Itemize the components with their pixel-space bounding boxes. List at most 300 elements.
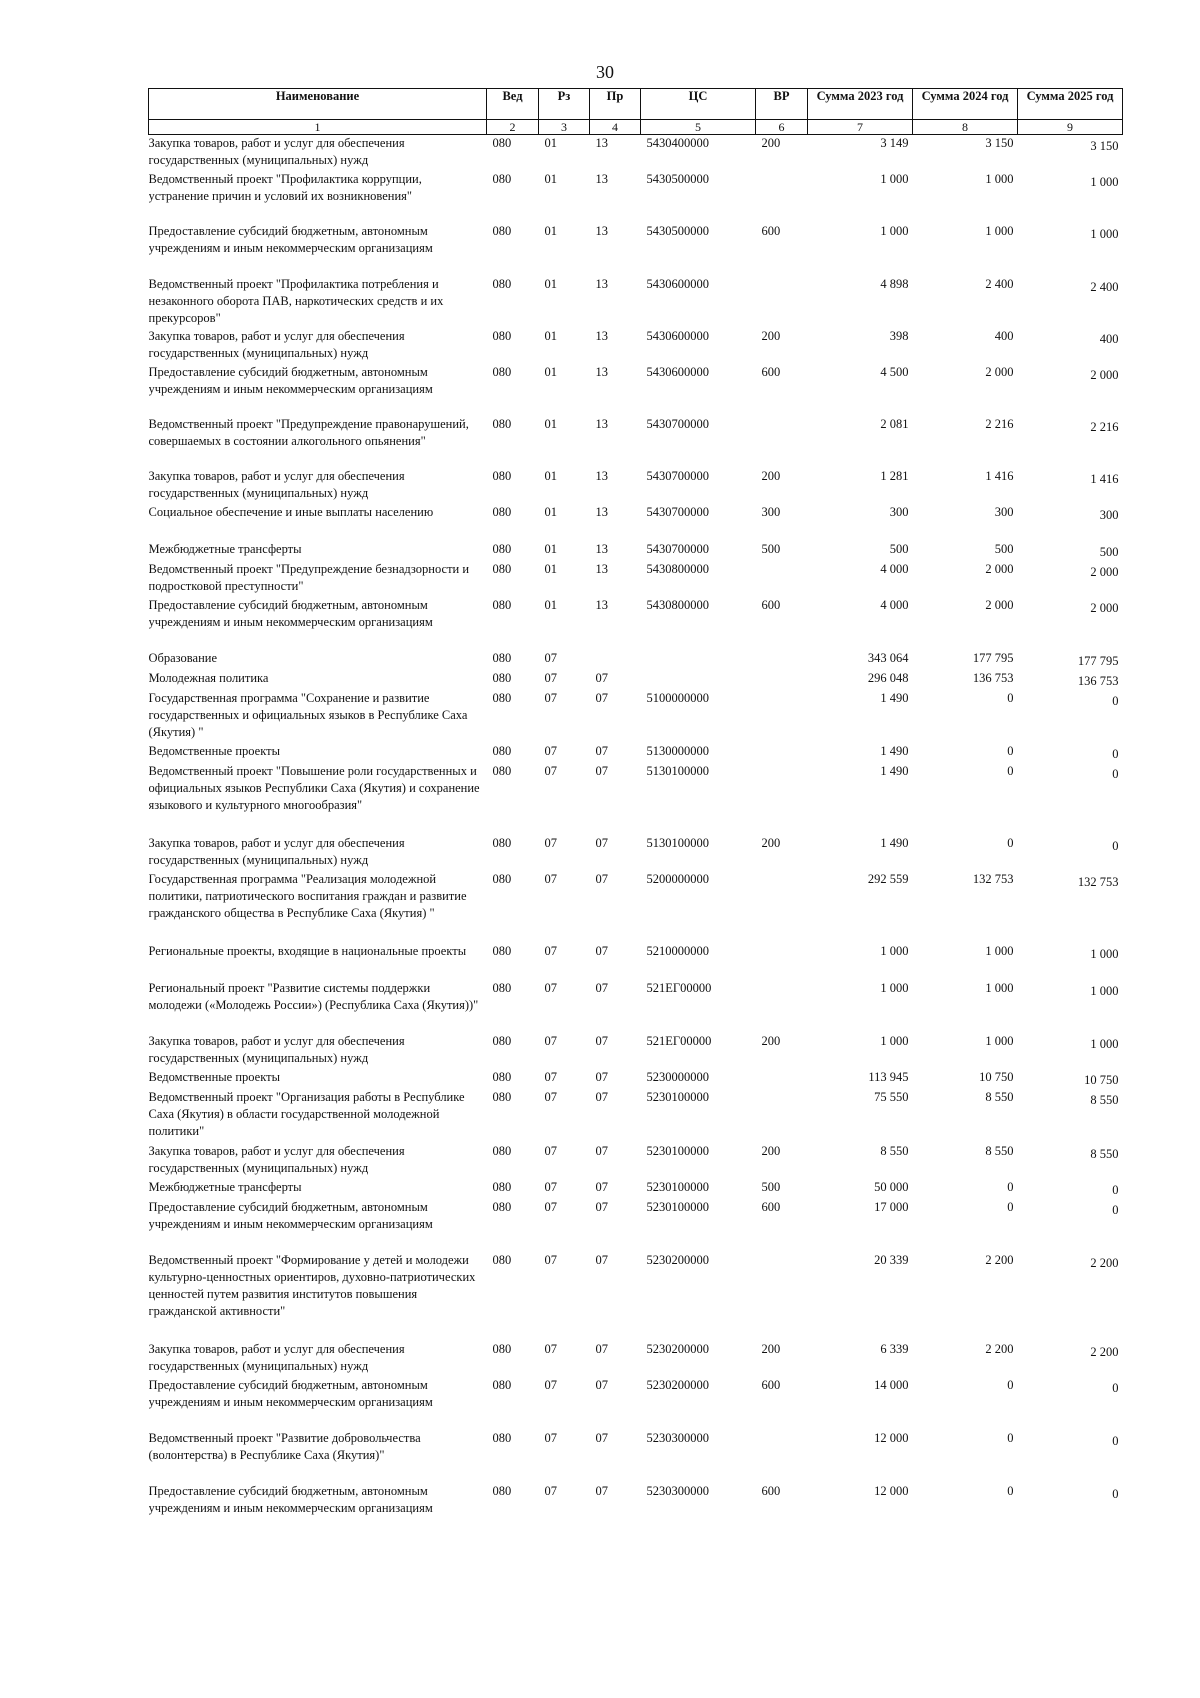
table-row	[149, 135, 1123, 171]
row-pr: 07	[595, 1033, 608, 1048]
row-sum-2023: 1 490	[880, 763, 909, 778]
row-vr	[756, 743, 808, 763]
row-ved: 080	[492, 364, 512, 379]
table-row	[149, 1430, 1123, 1483]
row-vr: 200	[761, 1143, 781, 1158]
row-pr: 13	[595, 136, 608, 150]
row-vr: 600	[761, 1377, 781, 1392]
row-name: Молодежная политика	[148, 670, 269, 685]
row-sum-2025: 1 416	[1090, 471, 1119, 486]
row-rz: 07	[544, 1089, 557, 1104]
row-sum-2023: 292 559	[867, 871, 909, 886]
table-row	[149, 597, 1123, 650]
table-row	[149, 1252, 1123, 1341]
row-name: Ведомственный проект "Формирование у детей и молодежи культурно-ценностных ориентиров, духовно-патриотических ценностей путем развития институтов повышения гражданской активности"	[148, 1252, 476, 1318]
row-name: Закупка товаров, работ и услуг для обеспечения государственных (муниципальных) нужд	[148, 328, 405, 360]
row-cs: 5210000000	[646, 943, 709, 958]
row-name: Закупка товаров, работ и услуг для обеспечения государственных (муниципальных) нужд	[148, 136, 405, 167]
row-ved: 080	[492, 1252, 512, 1267]
column-number: 5	[641, 120, 756, 135]
row-rz: 01	[544, 136, 557, 150]
row-vr	[756, 690, 808, 743]
row-ved: 080	[492, 650, 512, 665]
row-pr: 13	[595, 597, 608, 612]
row-ved: 080	[492, 276, 512, 291]
row-ved: 080	[492, 541, 512, 556]
row-sum-2023: 75 550	[874, 1089, 909, 1104]
header-name: Наименование	[149, 89, 487, 120]
row-ved: 080	[492, 871, 512, 886]
column-number: 4	[590, 120, 641, 135]
row-cs: 5230200000	[646, 1377, 709, 1392]
row-sum-2025: 0	[1112, 1486, 1119, 1501]
row-cs	[641, 650, 756, 670]
row-name: Межбюджетные трансферты	[148, 1179, 302, 1194]
row-ved: 080	[492, 504, 512, 519]
row-name: Ведомственный проект "Повышение роли государственных и официальных языков Республики Саха (Якутия) и сохранение языкового и культурного многообразия"	[148, 763, 480, 812]
row-rz: 07	[544, 1033, 557, 1048]
row-cs: 5230100000	[646, 1089, 709, 1104]
row-sum-2023: 8 550	[880, 1143, 909, 1158]
row-sum-2024: 2 200	[985, 1341, 1014, 1356]
row-rz: 07	[544, 690, 557, 705]
row-ved: 080	[492, 1430, 512, 1445]
row-vr: 600	[761, 597, 781, 612]
row-sum-2024: 1 000	[985, 943, 1014, 958]
row-sum-2025: 177 795	[1077, 653, 1119, 668]
row-sum-2023: 1 000	[880, 1033, 909, 1048]
row-sum-2023: 12 000	[874, 1430, 909, 1445]
row-vr	[756, 1069, 808, 1089]
table-row	[149, 980, 1123, 1033]
row-vr	[756, 171, 808, 223]
row-sum-2023: 1 281	[880, 468, 909, 483]
row-sum-2023: 4 500	[880, 364, 909, 379]
row-sum-2025: 132 753	[1077, 874, 1119, 889]
row-vr	[756, 980, 808, 1033]
row-sum-2023: 1 000	[880, 943, 909, 958]
row-name: Ведомственный проект "Профилактика потребления и незаконного оборота ПАВ, наркотических средств и их прекурсоров"	[148, 276, 444, 325]
row-rz: 01	[544, 468, 557, 483]
row-name: Ведомственный проект "Предупреждение безнадзорности и подростковой преступности"	[148, 561, 470, 593]
row-sum-2024: 0	[1007, 690, 1014, 705]
row-sum-2025: 0	[1112, 1202, 1119, 1217]
row-rz: 07	[544, 670, 557, 685]
header-sum-2025: Сумма 2025 год	[1018, 89, 1123, 120]
row-pr: 13	[595, 364, 608, 379]
row-sum-2025: 0	[1112, 746, 1119, 761]
row-vr: 500	[761, 1179, 781, 1194]
row-vr	[756, 650, 808, 670]
row-sum-2025: 400	[1099, 331, 1119, 346]
row-sum-2025: 500	[1099, 544, 1119, 559]
row-pr: 07	[595, 1252, 608, 1267]
row-vr: 600	[761, 1199, 781, 1214]
header-sum-2024: Сумма 2024 год	[913, 89, 1018, 120]
row-pr: 13	[595, 561, 608, 576]
row-sum-2023: 343 064	[867, 650, 909, 665]
row-sum-2023: 3 149	[880, 136, 909, 150]
row-cs: 5430500000	[646, 171, 709, 186]
row-name: Предоставление субсидий бюджетным, автономным учреждениям и иным некоммерческим организациям	[148, 1199, 433, 1231]
table-row	[149, 561, 1123, 597]
row-sum-2024: 132 753	[972, 871, 1014, 886]
row-rz: 07	[544, 1341, 557, 1356]
row-sum-2024: 2 200	[985, 1252, 1014, 1267]
row-rz: 07	[544, 1199, 557, 1214]
row-sum-2024: 1 000	[985, 980, 1014, 995]
row-sum-2023: 113 945	[868, 1069, 909, 1084]
row-sum-2023: 300	[889, 504, 909, 519]
row-rz: 01	[544, 276, 557, 291]
row-vr: 600	[761, 223, 781, 238]
table-row	[149, 468, 1123, 504]
row-vr: 500	[761, 541, 781, 556]
row-cs: 5130000000	[646, 743, 709, 758]
row-sum-2025: 0	[1112, 1433, 1119, 1448]
table-row	[149, 276, 1123, 328]
row-cs: 5230100000	[646, 1179, 709, 1194]
row-name: Ведомственный проект "Организация работы в Республике Саха (Якутия) в области государственной молодежной политики"	[148, 1089, 465, 1138]
row-sum-2024: 0	[1007, 835, 1014, 850]
row-cs: 5230000000	[646, 1069, 709, 1084]
row-rz: 01	[544, 364, 557, 379]
row-ved: 080	[492, 561, 512, 576]
row-sum-2024: 1 000	[985, 1033, 1014, 1048]
row-sum-2024: 0	[1007, 1430, 1014, 1445]
row-sum-2023: 14 000	[874, 1377, 909, 1392]
row-rz: 07	[544, 1179, 557, 1194]
row-sum-2024: 1 000	[985, 223, 1014, 238]
row-ved: 080	[492, 136, 512, 150]
row-cs: 5430600000	[646, 276, 709, 291]
row-sum-2024: 0	[1007, 763, 1014, 778]
header-ved: Вед	[487, 89, 539, 120]
column-number: 9	[1018, 120, 1123, 135]
row-cs	[641, 670, 756, 690]
row-rz: 07	[544, 980, 557, 995]
row-sum-2024: 8 550	[985, 1089, 1014, 1104]
row-name: Образование	[148, 650, 218, 665]
row-pr: 07	[595, 1377, 608, 1392]
row-pr: 13	[595, 468, 608, 483]
column-number: 1	[149, 120, 487, 135]
row-sum-2025: 1 000	[1090, 1036, 1119, 1051]
page-number: 30	[596, 62, 614, 82]
row-rz: 07	[544, 835, 557, 850]
row-ved: 080	[492, 943, 512, 958]
header-pr: Пр	[590, 89, 641, 120]
row-sum-2023: 2 081	[880, 416, 909, 431]
row-rz: 07	[544, 1252, 557, 1267]
row-pr: 07	[595, 743, 608, 758]
budget-table	[148, 88, 1123, 1519]
header-sum-2023: Сумма 2023 год	[808, 89, 913, 120]
table-row	[149, 328, 1123, 364]
row-rz: 01	[544, 223, 557, 238]
row-sum-2023: 12 000	[874, 1483, 909, 1498]
row-sum-2023: 50 000	[874, 1179, 909, 1194]
row-sum-2023: 1 490	[880, 690, 909, 705]
row-ved: 080	[492, 1179, 512, 1194]
row-pr: 13	[595, 223, 608, 238]
row-ved: 080	[492, 835, 512, 850]
row-sum-2025: 2 400	[1090, 279, 1119, 294]
table-row	[149, 670, 1123, 690]
row-ved: 080	[492, 1341, 512, 1356]
row-sum-2024: 0	[1007, 1199, 1014, 1214]
row-sum-2025: 2 200	[1090, 1255, 1119, 1270]
row-name: Ведомственный проект "Предупреждение правонарушений, совершаемых в состоянии алкогольного опьянения"	[148, 416, 469, 448]
row-sum-2025: 2 000	[1090, 600, 1119, 615]
row-cs: 5130100000	[646, 835, 709, 850]
row-vr: 300	[761, 504, 781, 519]
table-row	[149, 690, 1123, 743]
row-sum-2025: 0	[1112, 1182, 1119, 1197]
row-sum-2023: 1 490	[880, 835, 909, 850]
row-vr: 200	[761, 1033, 781, 1048]
row-sum-2023: 296 048	[867, 670, 909, 685]
row-pr: 07	[595, 1341, 608, 1356]
row-cs: 5200000000	[646, 871, 709, 886]
row-sum-2025: 1 000	[1090, 174, 1119, 189]
row-sum-2025: 0	[1112, 1380, 1119, 1395]
row-ved: 080	[492, 171, 512, 186]
row-sum-2023: 1 000	[880, 223, 909, 238]
row-sum-2023: 17 000	[874, 1199, 909, 1214]
row-sum-2024: 3 150	[985, 136, 1014, 150]
table-row	[149, 1483, 1123, 1519]
row-rz: 07	[544, 763, 557, 778]
row-sum-2025: 0	[1112, 766, 1119, 781]
table-row	[149, 171, 1123, 223]
row-cs: 5430700000	[646, 416, 709, 431]
row-vr	[756, 763, 808, 835]
table-row	[149, 1341, 1123, 1377]
column-number: 8	[913, 120, 1018, 135]
row-name: Предоставление субсидий бюджетным, автономным учреждениям и иным некоммерческим организациям	[148, 364, 433, 396]
header-rz: Рз	[539, 89, 590, 120]
row-pr: 07	[595, 1089, 608, 1104]
row-sum-2024: 1 416	[985, 468, 1014, 483]
row-sum-2024: 136 753	[972, 670, 1014, 685]
row-name: Межбюджетные трансферты	[148, 541, 302, 556]
row-sum-2024: 8 550	[985, 1143, 1014, 1158]
row-cs: 521ЕГ00000	[646, 980, 712, 995]
table-row	[149, 1143, 1123, 1179]
column-number: 7	[808, 120, 913, 135]
row-sum-2024: 2 000	[985, 561, 1014, 576]
row-ved: 080	[492, 1199, 512, 1214]
table-row	[149, 1089, 1123, 1143]
row-vr	[756, 871, 808, 943]
row-name: Ведомственные проекты	[148, 743, 281, 758]
row-rz: 07	[544, 1483, 557, 1498]
row-pr: 07	[595, 1430, 608, 1445]
row-sum-2024: 2 000	[985, 597, 1014, 612]
row-sum-2024: 400	[994, 328, 1014, 343]
row-sum-2025: 2 000	[1090, 564, 1119, 579]
row-rz: 07	[544, 1143, 557, 1158]
row-name: Региональные проекты, входящие в национальные проекты	[148, 943, 467, 958]
row-cs: 5430600000	[646, 364, 709, 379]
row-pr: 07	[595, 871, 608, 886]
row-ved: 080	[492, 1143, 512, 1158]
row-pr: 13	[595, 328, 608, 343]
row-vr	[756, 943, 808, 980]
row-name: Ведомственные проекты	[148, 1069, 281, 1084]
row-name: Предоставление субсидий бюджетным, автономным учреждениям и иным некоммерческим организациям	[148, 597, 433, 629]
row-pr: 07	[595, 1069, 608, 1084]
row-cs: 5230300000	[646, 1483, 709, 1498]
row-rz: 01	[544, 597, 557, 612]
row-vr	[756, 1252, 808, 1341]
row-cs: 5430400000	[646, 136, 709, 150]
row-sum-2024: 177 795	[972, 650, 1014, 665]
row-sum-2025: 0	[1112, 693, 1119, 708]
row-rz: 01	[544, 541, 557, 556]
row-name: Закупка товаров, работ и услуг для обеспечения государственных (муниципальных) нужд	[148, 468, 405, 500]
row-rz: 01	[544, 561, 557, 576]
row-rz: 01	[544, 328, 557, 343]
row-ved: 080	[492, 690, 512, 705]
table-row	[149, 763, 1123, 835]
table-row	[149, 835, 1123, 871]
row-pr: 13	[595, 276, 608, 291]
row-vr: 200	[761, 468, 781, 483]
table-row	[149, 1377, 1123, 1430]
row-name: Закупка товаров, работ и услуг для обеспечения государственных (муниципальных) нужд	[148, 835, 405, 867]
table-row	[149, 364, 1123, 416]
row-pr: 13	[595, 416, 608, 431]
row-sum-2023: 500	[889, 541, 909, 556]
row-sum-2024: 2 216	[985, 416, 1014, 431]
row-name: Закупка товаров, работ и услуг для обеспечения государственных (муниципальных) нужд	[148, 1143, 405, 1175]
row-sum-2025: 136 753	[1077, 673, 1119, 688]
table-header	[149, 89, 1123, 135]
row-sum-2023: 1 000	[880, 171, 909, 186]
row-vr	[756, 416, 808, 468]
row-ved: 080	[492, 1069, 512, 1084]
row-cs: 5100000000	[646, 690, 709, 705]
row-vr: 600	[761, 364, 781, 379]
row-name: Государственная программа "Сохранение и развитие государственных и официальных языков в Республике Саха (Якутия) "	[148, 690, 468, 739]
row-cs: 5230100000	[646, 1143, 709, 1158]
row-rz: 07	[544, 650, 557, 665]
table-row	[149, 504, 1123, 541]
table-row	[149, 541, 1123, 561]
table-row	[149, 650, 1123, 670]
row-name: Закупка товаров, работ и услуг для обеспечения государственных (муниципальных) нужд	[148, 1341, 405, 1373]
row-rz: 01	[544, 171, 557, 186]
row-cs: 5430800000	[646, 561, 709, 576]
row-sum-2025: 8 550	[1090, 1092, 1119, 1107]
header-cs: ЦС	[641, 89, 756, 120]
table-row	[149, 1069, 1123, 1089]
row-ved: 080	[492, 980, 512, 995]
row-sum-2023: 20 339	[874, 1252, 909, 1267]
row-sum-2023: 398	[889, 328, 909, 343]
row-sum-2023: 4 000	[880, 597, 909, 612]
row-ved: 080	[492, 1033, 512, 1048]
row-pr: 07	[595, 690, 608, 705]
row-pr: 07	[595, 670, 608, 685]
row-cs: 5230200000	[646, 1252, 709, 1267]
row-sum-2024: 1 000	[985, 171, 1014, 186]
row-name: Предоставление субсидий бюджетным, автономным учреждениям и иным некоммерческим организациям	[148, 1377, 433, 1409]
row-ved: 080	[492, 1483, 512, 1498]
row-vr: 200	[761, 1341, 781, 1356]
row-name: Региональный проект "Развитие системы поддержки молодежи («Молодежь России») (Республика Саха (Якутия))"	[148, 980, 479, 1012]
row-name: Закупка товаров, работ и услуг для обеспечения государственных (муниципальных) нужд	[148, 1033, 405, 1065]
row-name: Предоставление субсидий бюджетным, автономным учреждениям и иным некоммерческим организациям	[148, 1483, 433, 1515]
table-row	[149, 943, 1123, 980]
row-sum-2025: 300	[1099, 507, 1119, 522]
row-sum-2025: 2 216	[1090, 419, 1119, 434]
table-row	[149, 743, 1123, 763]
row-name: Ведомственный проект "Развитие добровольчества (волонтерства) в Республике Саха (Якутия)"	[148, 1430, 421, 1462]
row-name: Государственная программа "Реализация молодежной политики, патриотического воспитания граждан и развитие гражданского общества в Республике Саха (Якутия) "	[148, 871, 467, 920]
table-row	[149, 1033, 1123, 1069]
row-sum-2024: 0	[1007, 1377, 1014, 1392]
row-ved: 080	[492, 670, 512, 685]
row-pr: 07	[595, 1179, 608, 1194]
row-vr	[756, 1089, 808, 1143]
row-pr: 13	[595, 171, 608, 186]
row-pr	[590, 650, 641, 670]
row-sum-2024: 2 400	[985, 276, 1014, 291]
table-row	[149, 223, 1123, 276]
row-rz: 01	[544, 504, 557, 519]
row-ved: 080	[492, 597, 512, 612]
row-name: Ведомственный проект "Профилактика коррупции, устранение причин и условий их возникновения"	[148, 171, 422, 203]
row-ved: 080	[492, 328, 512, 343]
column-number: 6	[756, 120, 808, 135]
row-ved: 080	[492, 1377, 512, 1392]
row-sum-2024: 0	[1007, 743, 1014, 758]
row-sum-2023: 4 898	[880, 276, 909, 291]
row-pr: 07	[595, 1143, 608, 1158]
row-rz: 07	[544, 1430, 557, 1445]
row-pr: 07	[595, 943, 608, 958]
row-sum-2025: 2 000	[1090, 367, 1119, 382]
row-vr: 200	[761, 835, 781, 850]
row-sum-2023: 1 490	[880, 743, 909, 758]
row-sum-2024: 2 000	[985, 364, 1014, 379]
row-ved: 080	[492, 223, 512, 238]
row-pr: 07	[595, 1199, 608, 1214]
row-sum-2025: 8 550	[1090, 1146, 1119, 1161]
row-vr	[756, 561, 808, 597]
row-sum-2023: 1 000	[880, 980, 909, 995]
row-ved: 080	[492, 416, 512, 431]
row-cs: 5430700000	[646, 504, 709, 519]
row-sum-2024: 500	[994, 541, 1014, 556]
row-sum-2025: 1 000	[1090, 983, 1119, 998]
row-sum-2024: 10 750	[979, 1069, 1014, 1084]
row-sum-2025: 1 000	[1090, 226, 1119, 241]
row-cs: 5430500000	[646, 223, 709, 238]
row-vr	[756, 1430, 808, 1483]
table-row	[149, 416, 1123, 468]
row-sum-2023: 6 339	[880, 1341, 909, 1356]
row-pr: 13	[595, 541, 608, 556]
row-name: Социальное обеспечение и иные выплаты населению	[148, 504, 434, 519]
budget-table-wrapper	[148, 88, 1122, 1519]
row-name: Предоставление субсидий бюджетным, автономным учреждениям и иным некоммерческим организациям	[148, 223, 433, 255]
table-row	[149, 871, 1123, 943]
table-body	[149, 135, 1123, 1519]
